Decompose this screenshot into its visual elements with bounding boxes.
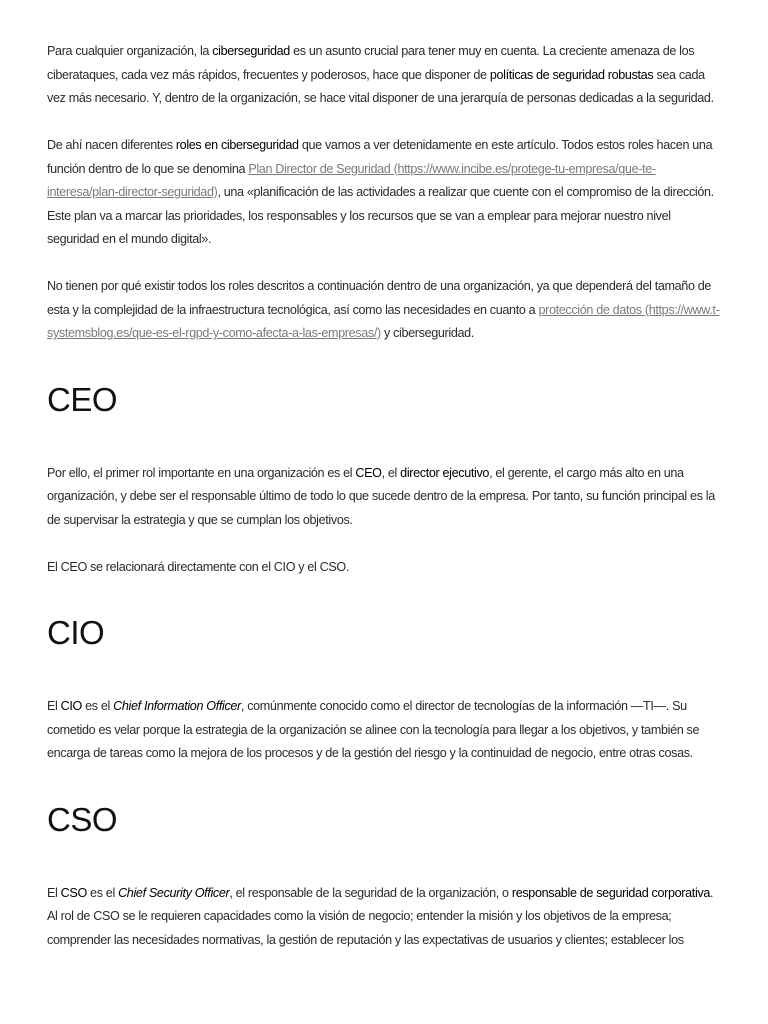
keyword-responsable-seguridad: responsable de seguridad corporativa [511, 885, 710, 900]
keyword-politicas: políticas de seguridad robustas [489, 67, 654, 82]
text: , el gerente, el cargo más alto en una organización, y debe ser el responsable último de todo lo que sucede dentro de la empresa. Por tanto, su función principal es la de supervisar la estrategia y que se cumplan los objetivos. [47, 465, 715, 527]
text: , el responsable de la seguridad de la organización, o [229, 885, 512, 900]
text: . Al rol de CSO se le requieren capacidades como la visión de negocio; entender la misión y los objetivos de la empresa; comprender las necesidades normativas, la gestión de reputación y las expectativas de usuarios y clientes; establecer los [47, 885, 714, 947]
link-url: (https://www.t-systemsblog.es/que-es-el-rgpd-y-como-afecta-a-las-empresas/) [47, 302, 720, 340]
intro-paragraph-3 [47, 275, 722, 346]
keyword-ciberseguridad: ciberseguridad [212, 44, 290, 58]
text: es el [82, 699, 114, 713]
cso-paragraph-1 [47, 882, 722, 953]
text: , comúnmente conocido como el director de tecnologías de la información —TI—. Su cometido es velar porque la estrategia de la organización se alinee con la tecnología para llegar a los objetivos, y también se encarga de tareas como la mejora de los procesos y de la gestión del riesgo y la continuidad de negocio, entre otras cosas. [47, 699, 700, 760]
keyword-director-ejecutivo: director ejecutivo [400, 465, 490, 480]
text: , una «planificación de las actividades a realizar que cuente con el compromiso de la dirección. Este plan va a marcar las prioridades, los responsables y los recursos que se van a emplear para mejorar nuestro nivel seguridad en el mundo digital». [47, 185, 714, 246]
term-chief-security-officer: Chief Security Officer [118, 885, 230, 900]
keyword-cio: CIO [60, 699, 82, 713]
intro-paragraph-1 [47, 40, 722, 111]
cio-heading: CIO [47, 614, 105, 651]
keyword-cso: CSO [60, 885, 87, 900]
cso-heading: CSO [47, 800, 118, 838]
text: , el [381, 465, 401, 480]
text: es el [86, 885, 119, 900]
text: sea cada vez más necesario. Y, dentro de la organización, se hace vital disponer de una jerarquía de personas dedicadas a la seguridad. [47, 67, 714, 105]
text: Por ello, el primer rol importante en una organización es el [47, 465, 356, 480]
ceo-paragraph-1 [47, 462, 722, 533]
link-url: (https://www.incibe.es/protege-tu-empresa/que-te-interesa/plan-director-seguridad) [47, 161, 656, 199]
link-text: protección de datos [538, 302, 642, 317]
text: El [47, 699, 61, 713]
text: y ciberseguridad. [380, 326, 474, 340]
cio-paragraph-1 [47, 695, 722, 766]
keyword-ceo: CEO [355, 465, 382, 480]
text: De ahí nacen diferentes [47, 138, 176, 152]
text: Para cualquier organización, la [47, 44, 213, 58]
text: No tienen por qué existir todos los roles descritos a continuación dentro de una organización, ya que dependerá del tamaño de esta y la complejidad de la infraestructura tecnológica, así como las necesidades en cuanto a [47, 279, 712, 317]
intro-paragraph-2 [47, 134, 722, 252]
text: El [47, 885, 61, 900]
link-text: Plan Director de Seguridad [248, 161, 391, 176]
text: que vamos a ver detenidamente en este artículo. Todos estos roles hacen una función dentro de lo que se denomina [47, 138, 713, 176]
ceo-heading: CEO [47, 380, 118, 418]
text: es un asunto crucial para tener muy en cuenta. La creciente amenaza de los ciberataques, cada vez más rápidos, frecuentes y poderosos, hace que disponer de [47, 44, 695, 82]
keyword-roles: roles en ciberseguridad [175, 138, 299, 152]
ceo-paragraph-2: El CEO se relacionará directamente con el CIO y el CSO. [47, 559, 350, 574]
term-chief-information-officer: Chief Information Officer [113, 699, 241, 713]
